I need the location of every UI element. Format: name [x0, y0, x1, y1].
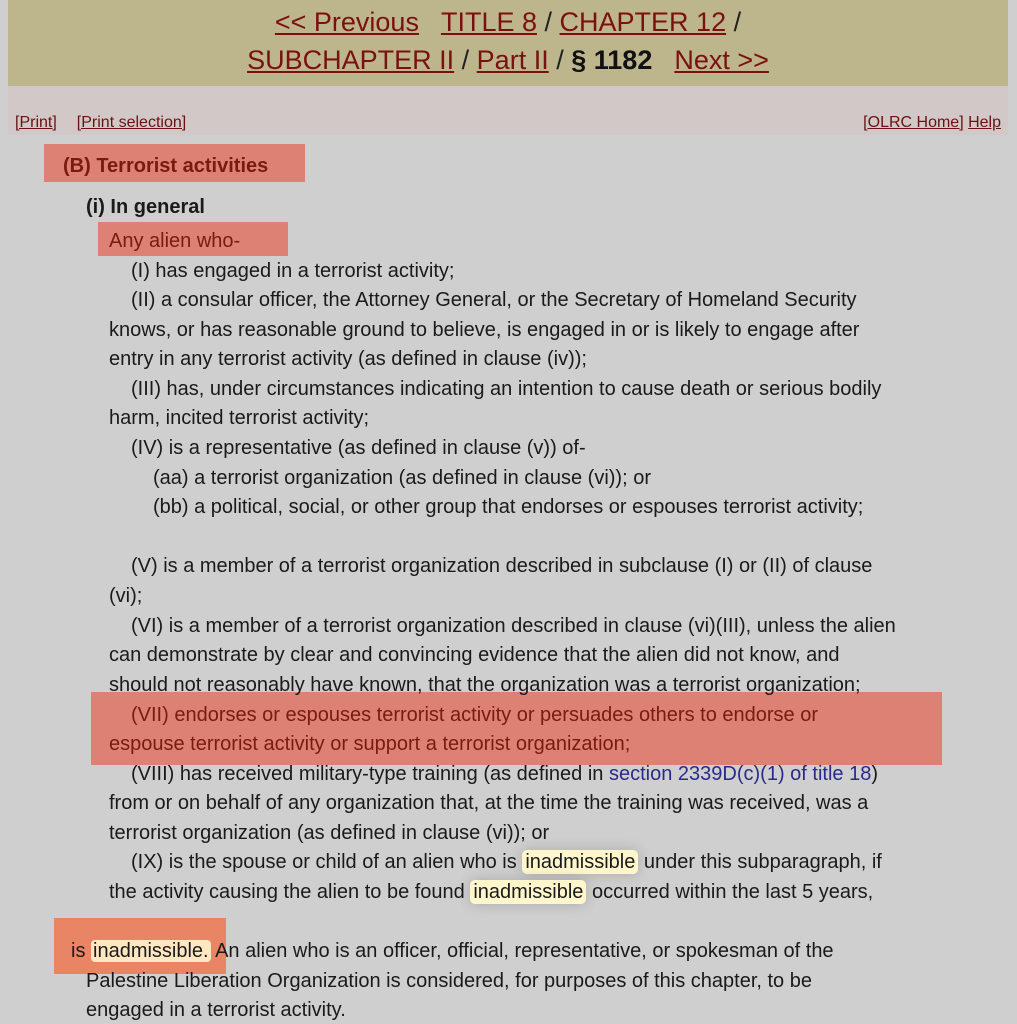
- clause-vi: (VI) is a member of a terrorist organization described in clause (vi)(III), unless the alien: [131, 615, 896, 637]
- print-toolbar: [15, 114, 186, 132]
- clause-iii-cont: harm, incited terrorist activity;: [109, 407, 370, 429]
- title-18-link[interactable]: section 2339D(c)(1) of title 18: [608, 763, 872, 785]
- inadmissible-term: inadmissible.: [93, 940, 209, 962]
- conclusion-text: is: [71, 940, 91, 962]
- title-link[interactable]: TITLE 8: [440, 7, 537, 37]
- clause-ix-text: (IX) is the spouse or child of an alien who is: [131, 851, 523, 873]
- clause-iv: (IV) is a representative (as defined in clause (v)) of-: [131, 437, 586, 459]
- clause-vii: (VII) endorses or espouses terrorist activity or persuades others to endorse or: [131, 704, 818, 726]
- current-section: § 1182: [571, 45, 653, 75]
- conclusion-cont: engaged in a terrorist activity.: [86, 999, 346, 1021]
- print-link[interactable]: [Print]: [15, 114, 57, 131]
- slash-separator: /: [556, 45, 564, 75]
- heading-b: (B) Terrorist activities: [63, 155, 269, 177]
- intro-text: Any alien who-: [109, 230, 241, 252]
- slash-separator: /: [461, 45, 470, 75]
- next-link[interactable]: Next >>: [674, 45, 769, 75]
- help-toolbar: [863, 114, 1001, 132]
- clause-iv-bb: (bb) a political, social, or other group that endorses or espouses terrorist activity;: [153, 496, 864, 518]
- conclusion-cont: Palestine Liberation Organization is considered, for purposes of this chapter, to be: [86, 970, 812, 992]
- clause-vi-cont: should not reasonably have known, that the organization was a terrorist organization;: [109, 674, 861, 696]
- inadmissible-term: inadmissible: [522, 850, 638, 874]
- clause-v-cont: (vi);: [109, 585, 143, 607]
- inadmissible-term: inadmissible: [470, 880, 586, 904]
- top-navigation-bar: [8, 0, 1008, 86]
- conclusion-text: An alien who is an officer, official, representative, or spokesman of the: [210, 940, 834, 962]
- slash-separator: /: [544, 7, 553, 37]
- clause-vii-cont: espouse terrorist activity or support a terrorist organization;: [109, 733, 631, 755]
- slash-separator: /: [733, 7, 742, 37]
- chapter-link[interactable]: CHAPTER 12: [559, 7, 727, 37]
- clause-ix-text: the activity causing the alien to be found: [109, 881, 471, 903]
- previous-link[interactable]: << Previous: [274, 7, 419, 37]
- clause-ii: (II) a consular officer, the Attorney General, or the Secretary of Homeland Security: [131, 289, 857, 311]
- clause-ix-text: under this subparagraph, if: [638, 851, 882, 873]
- clause-ii-cont: knows, or has reasonable ground to believe, is engaged in or is likely to engage after: [109, 319, 860, 341]
- clause-i: (I) has engaged in a terrorist activity;: [131, 260, 455, 282]
- olrc-home-link[interactable]: [OLRC Home]: [863, 114, 964, 131]
- print-selection-link[interactable]: [Print selection]: [76, 114, 187, 131]
- clause-ix-cont: [109, 879, 873, 905]
- part-link[interactable]: Part II: [476, 45, 549, 75]
- clause-viii: [131, 761, 878, 787]
- subchapter-link[interactable]: SUBCHAPTER II: [247, 45, 455, 75]
- clause-viii-cont: terrorist organization (as defined in clause (vi)); or: [109, 822, 550, 844]
- nav-row-2: [8, 41, 1008, 79]
- clause-iv-aa: (aa) a terrorist organization (as defined in clause (vi)); or: [153, 467, 651, 489]
- clause-ix-text: occurred within the last 5 years,: [586, 881, 874, 903]
- clause-viii-text: (VIII) has received military-type training (as defined in: [131, 763, 609, 785]
- clause-v: (V) is a member of a terrorist organization described in subclause (I) or (II) of clause: [131, 555, 873, 577]
- nav-row-1: [8, 0, 1008, 41]
- clause-ix: [131, 849, 882, 875]
- clause-ii-cont: entry in any terrorist activity (as defined in clause (iv));: [109, 348, 587, 370]
- clause-viii-close: ): [871, 763, 878, 785]
- clause-vi-cont: can demonstrate by clear and convincing evidence that the alien did not know, and: [109, 644, 840, 666]
- clause-viii-cont: from or on behalf of any organization that, at the time the training was received, was a: [109, 792, 869, 814]
- conclusion: [71, 938, 834, 964]
- help-link[interactable]: Help: [968, 114, 1001, 131]
- heading-i: (i) In general: [86, 196, 205, 218]
- clause-iii: (III) has, under circumstances indicating an intention to cause death or serious bodily: [131, 378, 882, 400]
